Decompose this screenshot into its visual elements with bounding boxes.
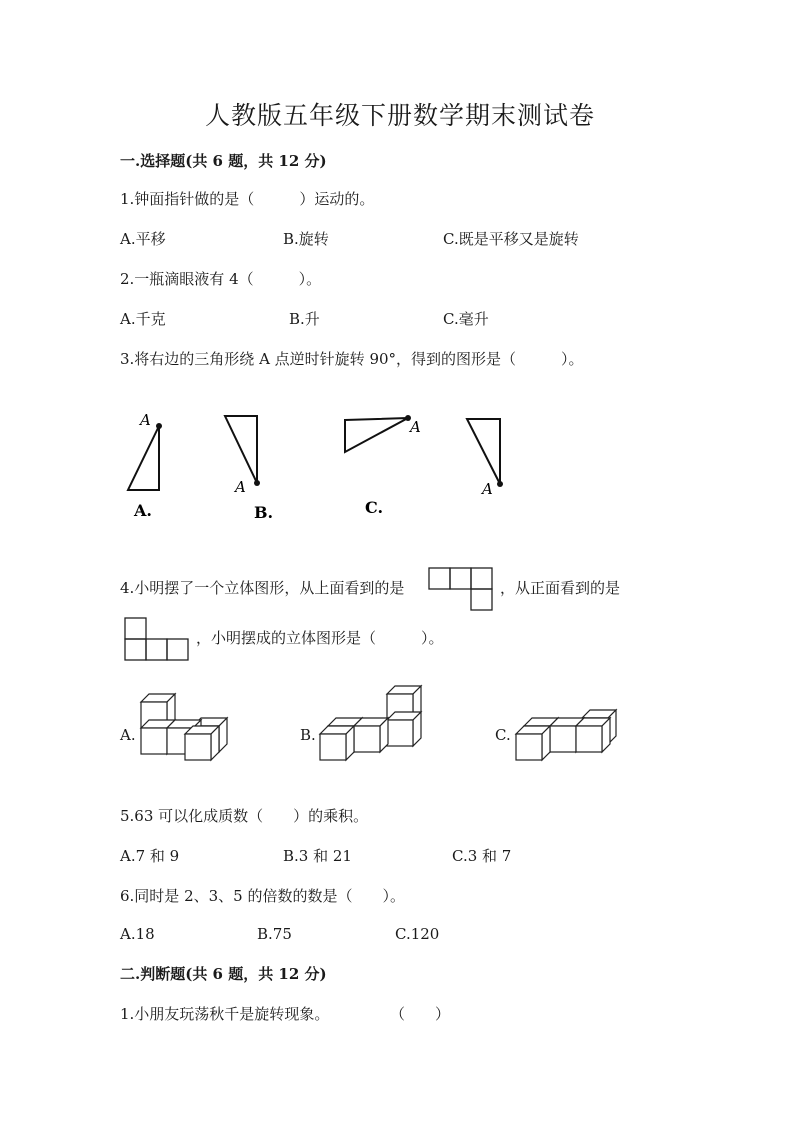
page-title: 人教版五年级下册数学期末测试卷	[204, 101, 595, 130]
point-a-label: A	[235, 478, 246, 496]
section-heading-choice: 一.选择题(共 6 题，共 12 分)	[120, 152, 327, 170]
cube-figure-c	[516, 710, 616, 760]
question-5-option-c: C.3 和 7	[452, 847, 512, 865]
question-4-option-c: C.	[495, 726, 511, 744]
question-4-option-b: B.	[300, 726, 316, 744]
question-4-text-part1: 4.小明摆了一个立体图形，从上面看到的是	[120, 579, 405, 597]
question-6-option-b: B.75	[257, 925, 292, 943]
judgement-question-1-text: 1.小朋友玩荡秋千是旋转现象。	[120, 1005, 330, 1023]
figure-label-c: C.	[365, 498, 384, 517]
question-4-option-a: A.	[120, 726, 136, 744]
point-a-label: A	[410, 418, 421, 436]
figure-label-a: A.	[134, 501, 152, 520]
question-1-option-a: A.平移	[120, 230, 166, 248]
cube-figure-b	[320, 686, 421, 760]
question-4-text-part3: ，小明摆成的立体图形是（ ）。	[196, 629, 444, 647]
cube-figure-a	[141, 694, 227, 760]
point-a-label: A	[140, 411, 151, 429]
question-1-option-b: B.旋转	[283, 230, 329, 248]
question-2-option-b: B.升	[289, 310, 320, 328]
point-a-label: A	[482, 480, 493, 498]
question-6-option-c: C.120	[395, 925, 440, 943]
question-1-option-c: C.既是平移又是旋转	[443, 230, 579, 248]
judgement-question-1-blank: （ ）	[390, 1005, 451, 1023]
question-2-option-a: A.千克	[120, 310, 166, 328]
question-5-text: 5.63 可以化成质数（ ）的乘积。	[120, 807, 369, 825]
section-heading-judgement: 二.判断题(共 6 题，共 12 分)	[120, 965, 327, 983]
question-1-text: 1.钟面指针做的是（ ）运动的。	[120, 190, 375, 208]
question-2-option-c: C.毫升	[443, 310, 489, 328]
question-6-option-a: A.18	[120, 925, 155, 943]
question-5-option-b: B.3 和 21	[283, 847, 352, 865]
figure-label-b: B.	[254, 503, 274, 522]
question-2-text: 2.一瓶滴眼液有 4（ ）。	[120, 270, 322, 288]
question-5-option-a: A.7 和 9	[120, 847, 180, 865]
question-4-text-part2: ，从正面看到的是	[500, 579, 621, 597]
question-3-text: 3.将右边的三角形绕 A 点逆时针旋转 90°，得到的图形是（ ）。	[120, 350, 584, 368]
question-6-text: 6.同时是 2、3、5 的倍数的数是（ ）。	[120, 887, 405, 905]
